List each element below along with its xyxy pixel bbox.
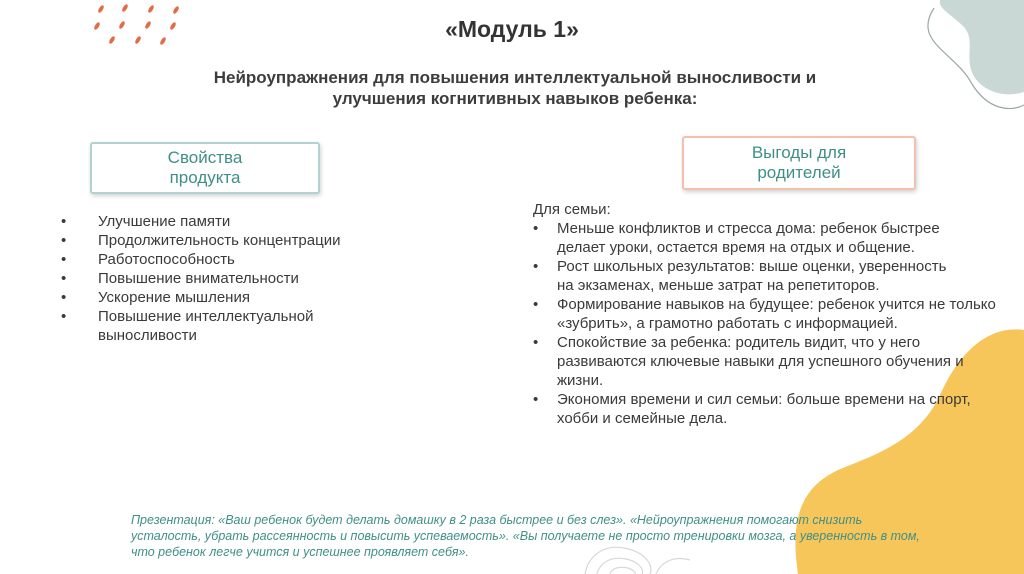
benefit-item: • Экономия времени и сил семьи: больше времени на спорт, хобби и семейные дела. (533, 390, 1007, 428)
property-item: • Ускорение мышления (58, 288, 398, 307)
presentation-note: Презентация: «Ваш ребенок будет делать домашку в 2 раза быстрее и без слез». «Нейроупражнения помогают снизить усталость, убрать рассеянность и повысить успеваемость». «Вы получаете не просто тренировки мозга, а уверенность в том, что ребенок легче учится и успешнее проявляет себя». (131, 513, 920, 559)
parent-benefits-section (533, 200, 1008, 428)
property-item: • Работоспособность (58, 250, 398, 269)
property-item: • Улучшение памяти (58, 212, 398, 231)
page-title: «Модуль 1» (445, 16, 579, 42)
page-subtitle: Нейроупражнения для повышения интеллектуальной выносливости и улучшения когнитивных навыков ребенка: (213, 68, 817, 108)
product-properties-list (58, 212, 398, 345)
property-item: • Повышение интеллектуальной выносливости (58, 307, 358, 345)
parent-benefits-box (682, 136, 916, 190)
benefit-item: • Формирование навыков на будущее: ребенок учится не только «зубрить», а грамотно работать с информацией. (533, 295, 1007, 333)
benefit-item: • Рост школьных результатов: выше оценки, уверенность на экзаменах, меньше затрат на репетиторов. (533, 257, 947, 295)
benefits-list (533, 219, 1008, 428)
product-properties-box (90, 142, 320, 194)
property-item: • Продолжительность концентрации (58, 231, 398, 250)
product-properties-label: Свойства продукта (167, 148, 243, 187)
property-item: • Повышение внимательности (58, 269, 398, 288)
parent-benefits-label: Выгоды для родителей (751, 143, 847, 182)
benefit-item: • Меньше конфликтов и стресса дома: ребенок быстрее делает уроки, остается время на отдых и общение. (533, 219, 987, 257)
benefit-item: • Спокойствие за ребенка: родитель видит, что у него развиваются ключевые навыки для успешного обучения и жизни. (533, 333, 1007, 390)
sage-blob-decoration (940, 0, 1024, 94)
benefits-heading: Для семьи: (533, 201, 611, 218)
